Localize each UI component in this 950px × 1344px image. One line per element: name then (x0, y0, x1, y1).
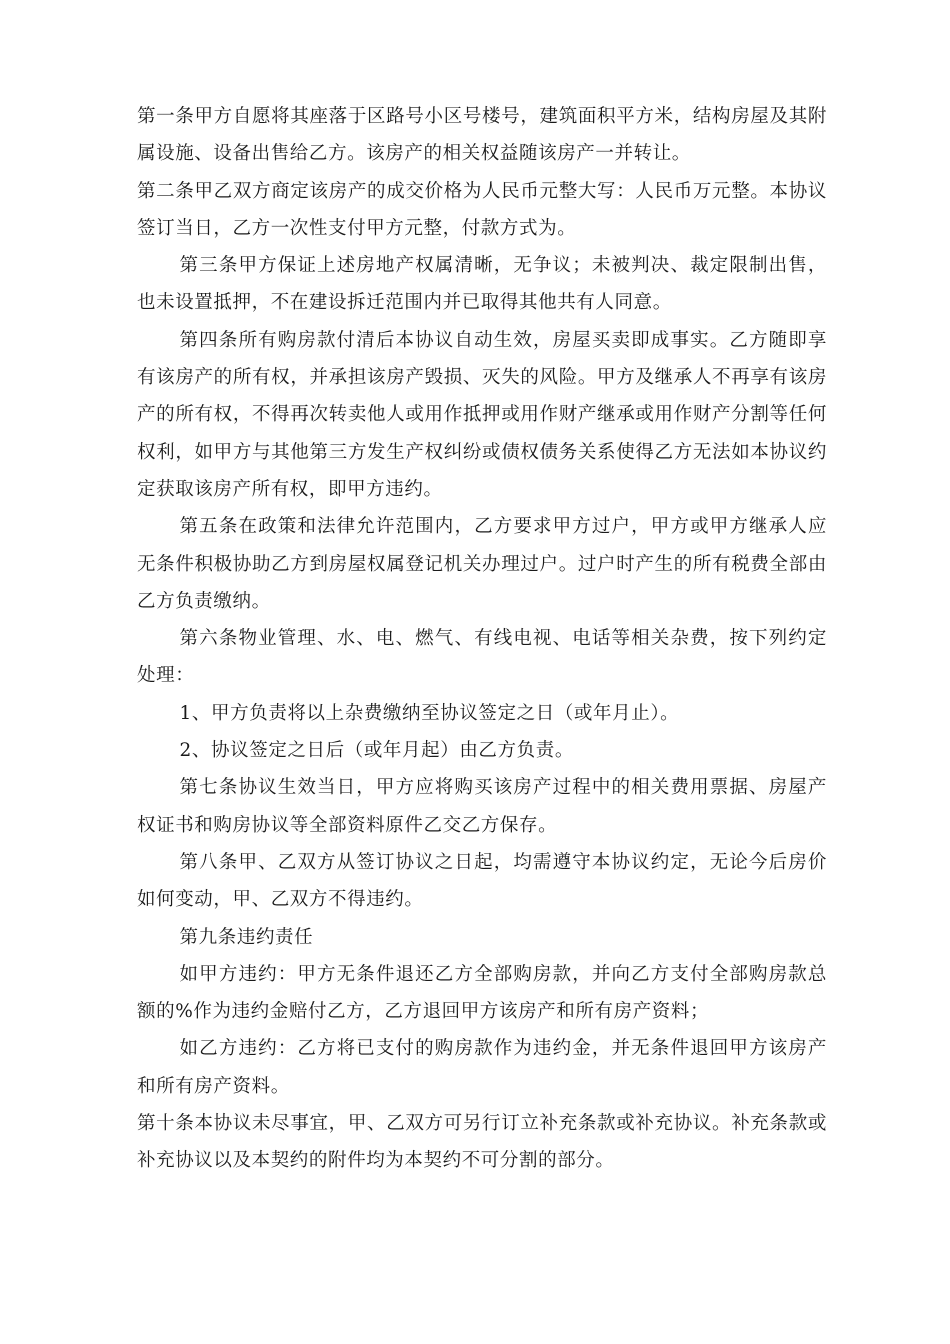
clause-7: 第七条协议生效当日，甲方应将购买该房产过程中的相关费用票据、房屋产权证书和购房协议等全部资料原件乙交乙方保存。 (137, 777, 827, 836)
clause-6-item-2: 2、协议签定之日后（或年月起）由乙方负责。 (179, 740, 574, 762)
clause-6-item-1: 1、甲方负责将以上杂费缴纳至协议签定之日（或年月止）。 (179, 702, 680, 724)
clause-9-party-a-breach: 如甲方违约：甲方无条件退还乙方全部购房款，并向乙方支付全部购房款总额的%作为违约金赔付乙方，乙方退回甲方该房产和所有房产资料； (137, 963, 827, 1023)
clause-9-party-b-breach: 如乙方违约：乙方将已支付的购房款作为违约金，并无条件退回甲方该房产和所有房产资料。 (137, 1038, 827, 1097)
document-body (137, 98, 827, 1180)
clause-5: 第五条在政策和法律允许范围内，乙方要求甲方过户，甲方或甲方继承人应无条件积极协助乙方到房屋权属登记机关办理过户。过户时产生的所有税费全部由乙方负责缴纳。 (137, 516, 827, 612)
clause-2: 第二条甲乙双方商定该房产的成交价格为人民币元整大写：人民币万元整。本协议签订当日，乙方一次性支付甲方元整，付款方式为。 (137, 180, 827, 239)
clause-9-heading: 第九条违约责任 (179, 926, 314, 948)
clause-4: 第四条所有购房款付清后本协议自动生效，房屋买卖即成事实。乙方随即享有该房产的所有权，并承担该房产毁损、灭失的风险。甲方及继承人不再享有该房产的所有权，不得再次转卖他人或用作抵押或用作财产继承或用作财产分割等任何权利，如甲方与其他第三方发生产权纠纷或债权债务关系使得乙方无法如本协议约定获取该房产所有权，即甲方违约。 (137, 329, 827, 500)
clause-6: 第六条物业管理、水、电、燃气、有线电视、电话等相关杂费，按下列约定处理： (137, 628, 827, 687)
clause-8: 第八条甲、乙双方从签订协议之日起，均需遵守本协议约定，无论今后房价如何变动，甲、乙双方不得违约。 (137, 851, 827, 911)
clause-10: 第十条本协议未尽事宜，甲、乙双方可另行订立补充条款或补充协议。补充条款或补充协议以及本契约的附件均为本契约不可分割的部分。 (137, 1113, 827, 1172)
clause-1: 第一条甲方自愿将其座落于区路号小区号楼号，建筑面积平方米，结构房屋及其附属设施、设备出售给乙方。该房产的相关权益随该房产一并转让。 (137, 106, 827, 165)
clause-3: 第三条甲方保证上述房地产权属清晰，无争议；未被判决、裁定限制出售，也未设置抵押，不在建设拆迁范围内并已取得其他共有人同意。 (137, 255, 827, 314)
